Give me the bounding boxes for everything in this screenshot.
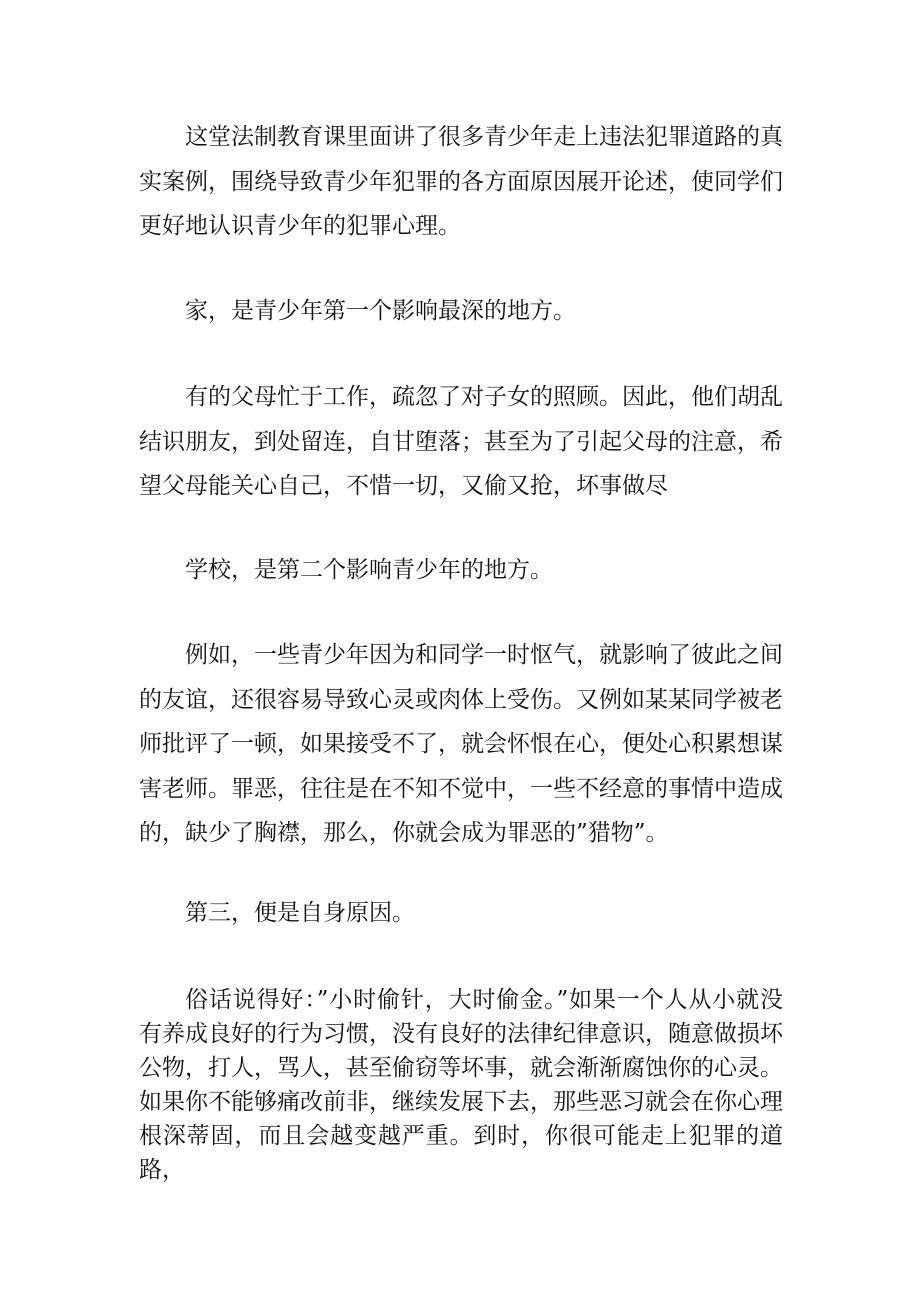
paragraph-family-detail: 有的父母忙于工作，疏忽了对子女的照顾。因此，他们胡乱结识朋友，到处留连，自甘堕落；甚至为了引起父母的注意，希望父母能关心自己，不惜一切，又偷又抢，坏事做尽 xyxy=(139,384,783,499)
paragraph-school-detail: 例如，一些青少年因为和同学一时怄气，就影响了彼此之间的友谊，还很容易导致心灵或肉体上受伤。又例如某某同学被老师批评了一顿，如果接受不了，就会怀恨在心，便处心积累想谋害老师。罪恶，往往是在不知不觉中，一些不经意的事情中造成的，缺少了胸襟，那么，你就会成为罪恶的”猎物”。 xyxy=(139,642,783,846)
paragraph-self-heading: 第三，便是自身原因。 xyxy=(185,900,415,926)
paragraph-school-heading: 学校，是第二个影响青少年的地方。 xyxy=(185,557,553,583)
paragraph-intro: 这堂法制教育课里面讲了很多青少年走上违法犯罪道路的真实案例，围绕导致青少年犯罪的各方面原因展开论述，使同学们更好地认识青少年的犯罪心理。 xyxy=(139,124,783,239)
paragraph-family-heading: 家，是青少年第一个影响最深的地方。 xyxy=(185,298,576,324)
paragraph-self-detail: 俗话说得好：”小时偷针，大时偷金。”如果一个人从小就没有养成良好的行为习惯，没有良好的法律纪律意识，随意做损坏公物，打人，骂人，甚至偷窃等坏事，就会渐渐腐蚀你的心灵。如果你不能够痛改前非，继续发展下去，那些恶习就会在你心理根深蒂固，而且会越变越严重。到时，你很可能走上犯罪的道路， xyxy=(139,987,783,1183)
